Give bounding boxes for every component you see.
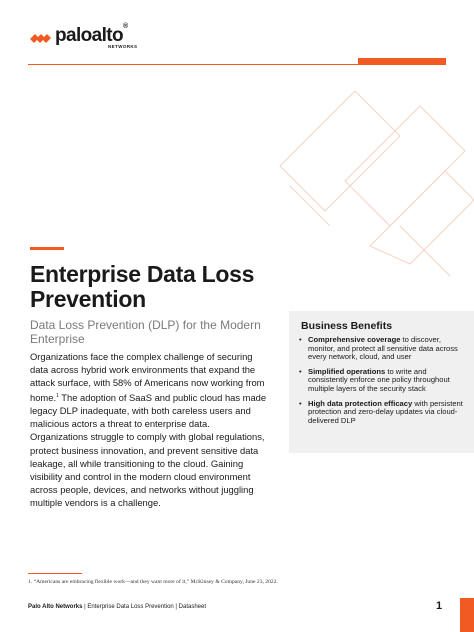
paloalto-logo-icon <box>28 30 52 48</box>
page-number: 1 <box>436 600 443 612</box>
footnote-text: 1. “Americans are embracing flexible work—and they want more of it,” McKinsey & Company, June 23, 2022. <box>28 579 278 585</box>
footer-accent-bar <box>460 598 474 632</box>
business-benefits-heading: Business Benefits <box>301 320 393 332</box>
title-accent-bar <box>30 247 64 250</box>
brand-logo <box>28 23 138 52</box>
list-item: • Comprehensive coverage to discover, monitor, and protect all sensitive data across every network, cloud, and user <box>298 336 466 362</box>
brand-subtext: NETWORKS <box>108 44 138 49</box>
footnote-reference: 1 <box>56 392 59 399</box>
page-title: Enterprise Data Loss Prevention <box>30 261 255 312</box>
decorative-chevron-graphic <box>260 86 474 296</box>
header-accent-bar <box>358 58 446 65</box>
list-item: • Simplified operations to write and consistently enforce one policy throughout multiple layers of the security stack <box>298 368 466 394</box>
brand-name: paloalto® <box>55 23 128 46</box>
intro-paragraph: Organizations face the complex challenge of securing data across hybrid work environments that expand the attack surface, with 58% of Americans now working from home.$^1$ The adoption of SaaS and public cloud has made legacy DLP inadequate, with both careless users and malicious actors a threat to enterprise data. Organizations struggle to comply with global regulations, protect business innovation, and prevent sensitive data leakage, all while transitioning to the cloud. Gaining visibility and control in the modern cloud environment across people, devices, and networks without juggling multiple vendors is a challenge. <box>30 351 267 509</box>
footnote-divider <box>28 573 82 574</box>
list-item: • High data protection efficacy with persistent protection and zero-delay updates via cloud-delivered DLP <box>298 400 466 426</box>
footer-info: Palo Alto Networks | Enterprise Data Loss Prevention | Datasheet <box>28 604 207 610</box>
business-benefits-list <box>298 336 466 431</box>
page-subtitle: Data Loss Prevention (DLP) for the Modern Enterprise <box>30 318 261 346</box>
